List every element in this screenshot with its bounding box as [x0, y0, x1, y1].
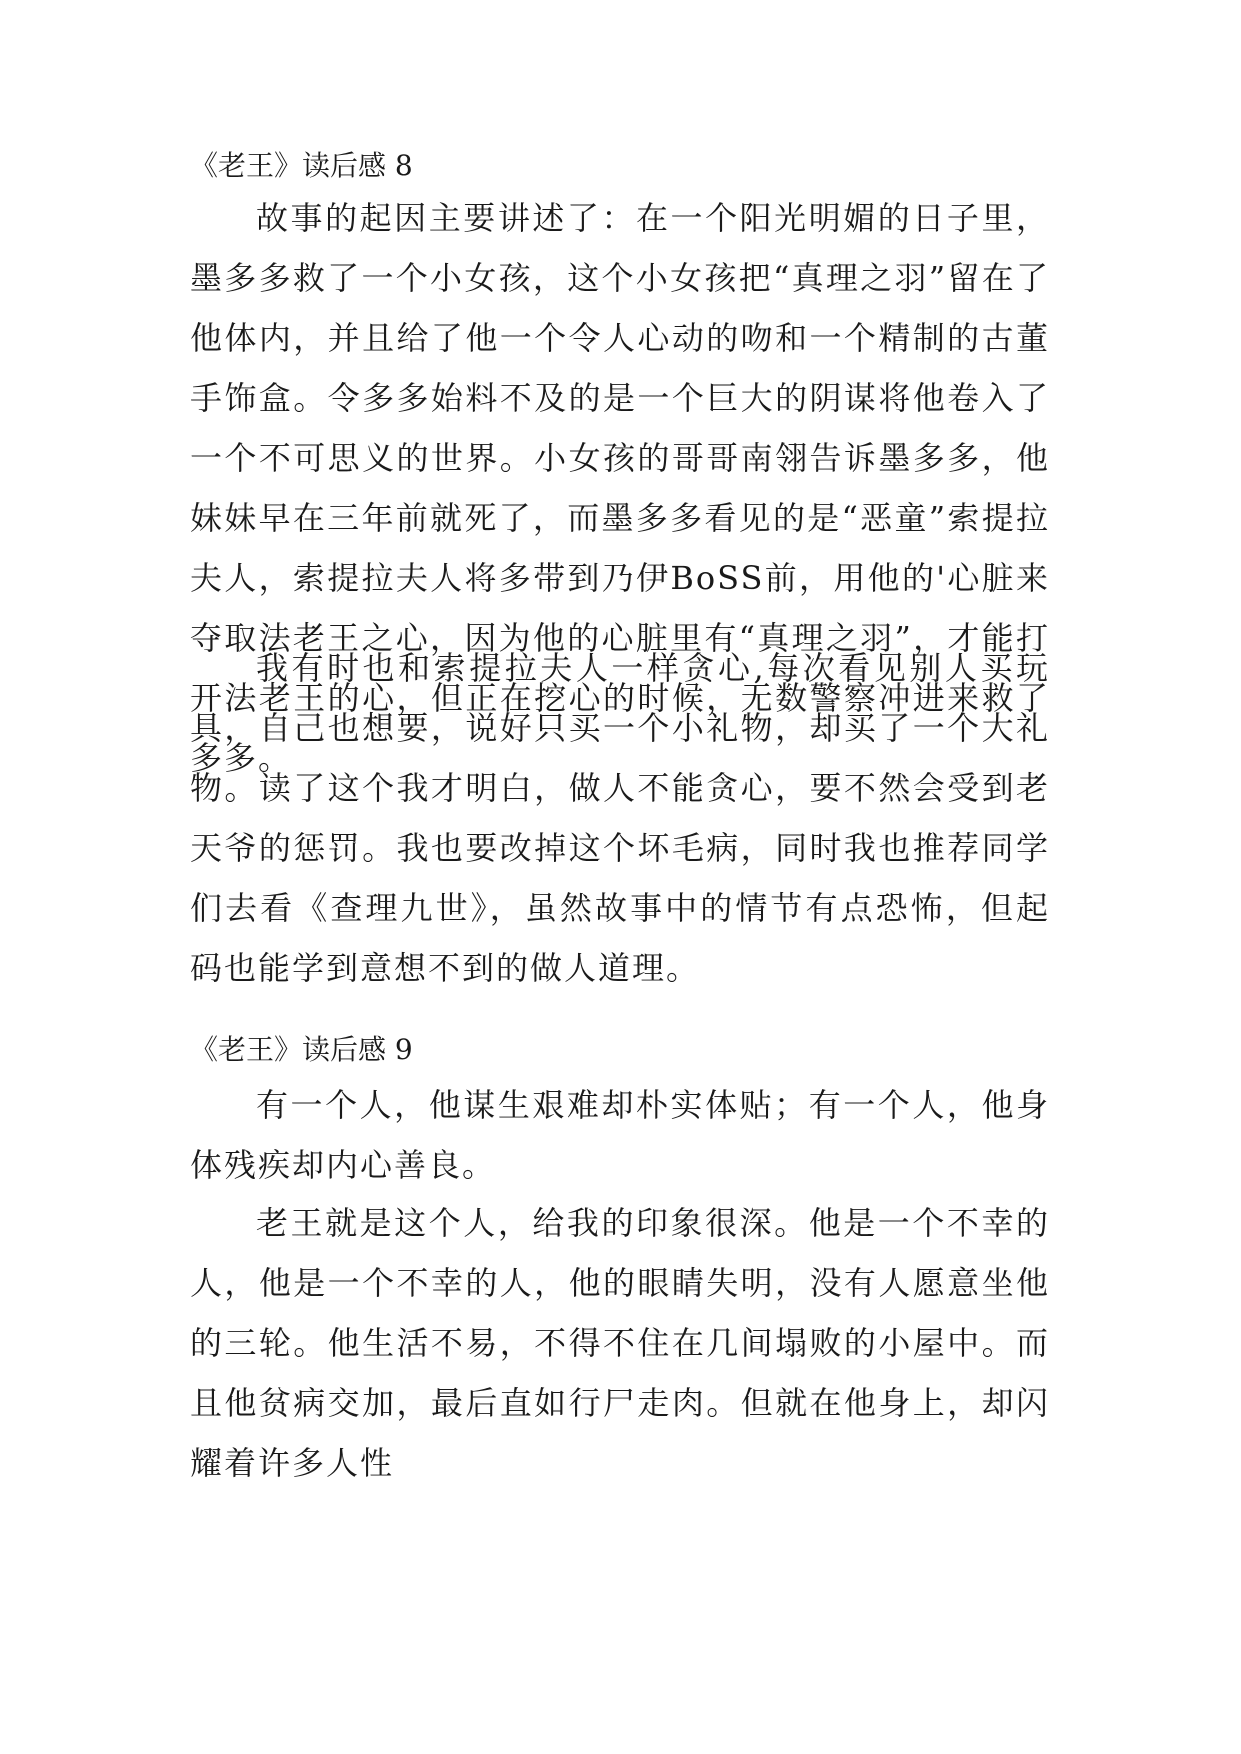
- paragraph: 老王就是这个人，给我的印象很深。他是一个不幸的人，他是一个不幸的人，他的眼睛失明，没有人愿意坐他的三轮。他生活不易，不得不住在几间塌败的小屋中。而且他贫病交加，最后直如行尸走肉。但就在他身上，却闪耀着许多人性: [190, 1204, 1050, 1482]
- paragraph: 有一个人，他谋生艰难却朴实体贴；有一个人，他身体残疾却内心善良。: [190, 1086, 1050, 1184]
- paragraph: 故事的起因主要讲述了：在一个阳光明媚的日子里，墨多多救了一个小女孩，这个小女孩把“真理之羽”留在了他体内，并且给了他一个令人心动的吻和一个精制的古董手饰盒。令多多始料不及的是一个巨大的阴谋将他卷入了一个不可思义的世界。小女孩的哥哥南翎告诉墨多多，他妹妹早在三年前就死了，而墨多多看见的是“恶童”索提拉夫人，索提拉夫人将多带到乃伊BoSS前，用他的'心脏来夺取法老王之心，因为他的心脏里有“真理之羽”，才能打开法老王的心，但正在挖心的时候，无数警察冲进来救了多多。: [190, 199, 1050, 777]
- section-title-9: 《老王》读后感 9: [190, 1033, 413, 1066]
- paragraph: 我有时也和索提拉夫人一样贪心,每次看见别人买玩具，自己也想要，说好只买一个小礼物，却买了一个大礼物。读了这个我才明白，做人不能贪心，要不然会受到老天爷的惩罚。我也要改掉这个坏毛病，同时我也推荐同学们去看《查理九世》，虽然故事中的情节有点恐怖，但起码也能学到意想不到的做人道理。: [190, 649, 1050, 987]
- section-title-8: 《老王》读后感 8: [190, 149, 413, 182]
